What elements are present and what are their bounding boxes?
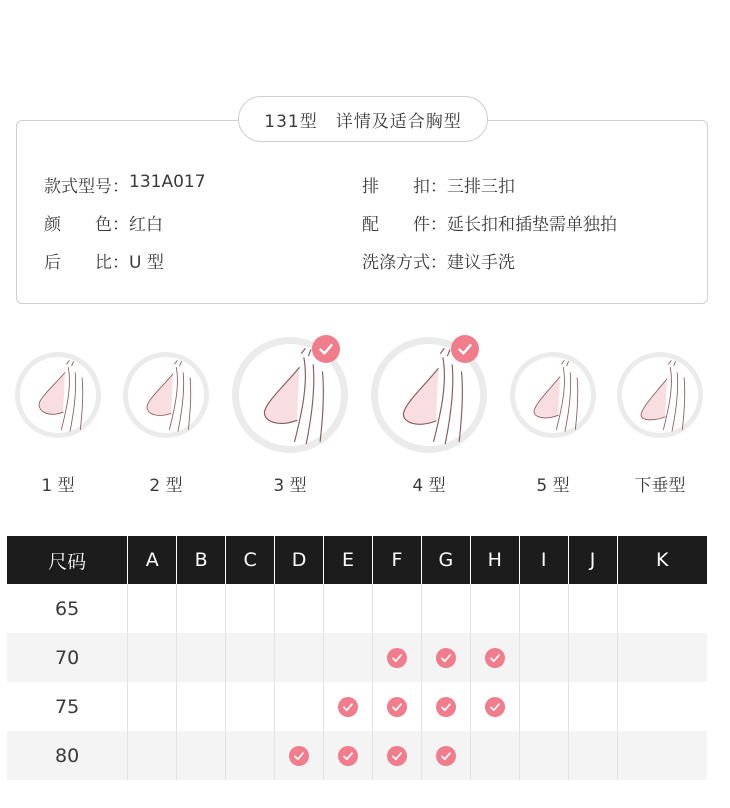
available-badge bbox=[485, 697, 505, 717]
cup-cell bbox=[470, 633, 519, 682]
spec-value: 延长扣和插垫需单独拍 bbox=[447, 215, 617, 235]
cup-cell bbox=[324, 584, 373, 633]
cup-cell bbox=[226, 633, 275, 682]
check-icon bbox=[438, 699, 454, 715]
check-icon bbox=[389, 699, 405, 715]
spec-value: U 型 bbox=[129, 253, 164, 273]
breast-shape-item bbox=[232, 337, 348, 453]
cup-cell bbox=[128, 682, 177, 731]
cup-cell bbox=[470, 682, 519, 731]
cup-cell bbox=[617, 633, 707, 682]
size-table-header bbox=[7, 536, 707, 584]
cup-cell bbox=[372, 682, 421, 731]
spec-value: 建议手洗 bbox=[447, 253, 515, 273]
cup-cell bbox=[128, 584, 177, 633]
cup-cell bbox=[177, 731, 226, 780]
cup-cell bbox=[568, 633, 617, 682]
available-badge bbox=[436, 697, 456, 717]
spec-key: 后 比： bbox=[44, 253, 129, 273]
size-column-header: 尺码 bbox=[7, 536, 128, 584]
available-badge bbox=[387, 697, 407, 717]
cup-cell bbox=[324, 682, 373, 731]
cup-column-header: H bbox=[470, 536, 519, 584]
check-icon bbox=[340, 748, 356, 764]
cup-cell bbox=[470, 731, 519, 780]
spec-back-style bbox=[44, 248, 164, 273]
check-icon bbox=[454, 338, 476, 360]
breast-shape-circle bbox=[123, 352, 209, 438]
cup-cell bbox=[275, 584, 324, 633]
spec-color bbox=[44, 210, 163, 235]
table-row bbox=[7, 682, 707, 731]
cup-cell bbox=[226, 584, 275, 633]
band-size-cell: 75 bbox=[7, 682, 128, 731]
cup-column-header: J bbox=[568, 536, 617, 584]
cup-column-header: B bbox=[177, 536, 226, 584]
breast-profile-illustration bbox=[15, 352, 101, 438]
cup-cell bbox=[617, 682, 707, 731]
band-size-cell: 70 bbox=[7, 633, 128, 682]
spec-value: 三排三扣 bbox=[447, 177, 515, 197]
breast-shape-circle bbox=[617, 352, 703, 438]
table-row bbox=[7, 731, 707, 780]
cup-column-header: K bbox=[617, 536, 707, 584]
spec-value: 红白 bbox=[129, 215, 163, 235]
available-badge bbox=[436, 648, 456, 668]
cup-cell bbox=[421, 584, 470, 633]
band-size-cell: 65 bbox=[7, 584, 128, 633]
breast-shape-circle bbox=[15, 352, 101, 438]
cup-cell bbox=[275, 633, 324, 682]
band-size-cell: 80 bbox=[7, 731, 128, 780]
cup-cell bbox=[372, 584, 421, 633]
breast-shape-label: 4 型 bbox=[412, 476, 446, 496]
available-badge bbox=[436, 746, 456, 766]
cup-cell bbox=[275, 731, 324, 780]
check-icon bbox=[487, 650, 503, 666]
check-icon bbox=[389, 650, 405, 666]
cup-cell bbox=[568, 584, 617, 633]
spec-panel-title: 131型 详情及适合胸型 bbox=[238, 96, 488, 142]
available-badge bbox=[338, 697, 358, 717]
size-table bbox=[7, 536, 707, 780]
available-badge bbox=[338, 746, 358, 766]
cup-column-header: G bbox=[421, 536, 470, 584]
cup-cell bbox=[519, 584, 568, 633]
cup-cell bbox=[421, 633, 470, 682]
cup-column-header: E bbox=[324, 536, 373, 584]
cup-cell bbox=[128, 633, 177, 682]
suitable-badge bbox=[312, 335, 340, 363]
cup-cell bbox=[324, 731, 373, 780]
spec-key: 排 扣： bbox=[362, 177, 447, 197]
breast-shape-circle bbox=[510, 352, 596, 438]
cup-cell bbox=[421, 682, 470, 731]
cup-cell bbox=[568, 731, 617, 780]
check-icon bbox=[438, 748, 454, 764]
check-icon bbox=[438, 650, 454, 666]
spec-key: 款式型号： bbox=[44, 177, 129, 197]
cup-cell bbox=[177, 682, 226, 731]
breast-shape-item bbox=[15, 352, 101, 438]
cup-cell bbox=[324, 633, 373, 682]
table-row bbox=[7, 633, 707, 682]
spec-washing bbox=[362, 248, 515, 273]
cup-cell bbox=[372, 633, 421, 682]
breast-shape-item bbox=[371, 337, 487, 453]
cup-cell bbox=[226, 682, 275, 731]
cup-column-header: F bbox=[372, 536, 421, 584]
breast-shape-label: 3 型 bbox=[273, 476, 307, 496]
breast-shape-label: 2 型 bbox=[149, 476, 183, 496]
cup-cell bbox=[275, 682, 324, 731]
cup-cell bbox=[519, 731, 568, 780]
check-icon bbox=[487, 699, 503, 715]
breast-shape-item bbox=[510, 352, 596, 438]
check-icon bbox=[389, 748, 405, 764]
spec-hooks bbox=[362, 172, 515, 197]
cup-cell bbox=[421, 731, 470, 780]
spec-accessories bbox=[362, 210, 617, 235]
cup-cell bbox=[177, 633, 226, 682]
breast-shape-label: 5 型 bbox=[536, 476, 570, 496]
spec-key: 颜 色： bbox=[44, 215, 129, 235]
cup-cell bbox=[372, 731, 421, 780]
available-badge bbox=[387, 746, 407, 766]
breast-profile-illustration bbox=[510, 352, 596, 438]
breast-profile-illustration bbox=[617, 352, 703, 438]
cup-cell bbox=[617, 731, 707, 780]
cup-column-header: I bbox=[519, 536, 568, 584]
cup-column-header: C bbox=[226, 536, 275, 584]
cup-cell bbox=[519, 633, 568, 682]
spec-key: 配 件： bbox=[362, 215, 447, 235]
cup-cell bbox=[128, 731, 177, 780]
breast-shape-item bbox=[617, 352, 703, 438]
cup-cell bbox=[177, 584, 226, 633]
breast-shape-label: 下垂型 bbox=[634, 476, 686, 496]
cup-cell bbox=[470, 584, 519, 633]
check-icon bbox=[340, 699, 356, 715]
cup-column-header: A bbox=[128, 536, 177, 584]
check-icon bbox=[291, 748, 307, 764]
cup-cell bbox=[617, 584, 707, 633]
spec-key: 洗涤方式： bbox=[362, 253, 447, 273]
spec-style-number bbox=[44, 172, 206, 197]
cup-cell bbox=[226, 731, 275, 780]
breast-profile-illustration bbox=[123, 352, 209, 438]
breast-shape-item bbox=[123, 352, 209, 438]
spec-value: 131A017 bbox=[129, 172, 206, 192]
cup-column-header: D bbox=[275, 536, 324, 584]
available-badge bbox=[289, 746, 309, 766]
available-badge bbox=[485, 648, 505, 668]
suitable-badge bbox=[451, 335, 479, 363]
cup-cell bbox=[568, 682, 617, 731]
cup-cell bbox=[519, 682, 568, 731]
available-badge bbox=[387, 648, 407, 668]
breast-shape-label: 1 型 bbox=[41, 476, 75, 496]
table-row bbox=[7, 584, 707, 633]
check-icon bbox=[315, 338, 337, 360]
